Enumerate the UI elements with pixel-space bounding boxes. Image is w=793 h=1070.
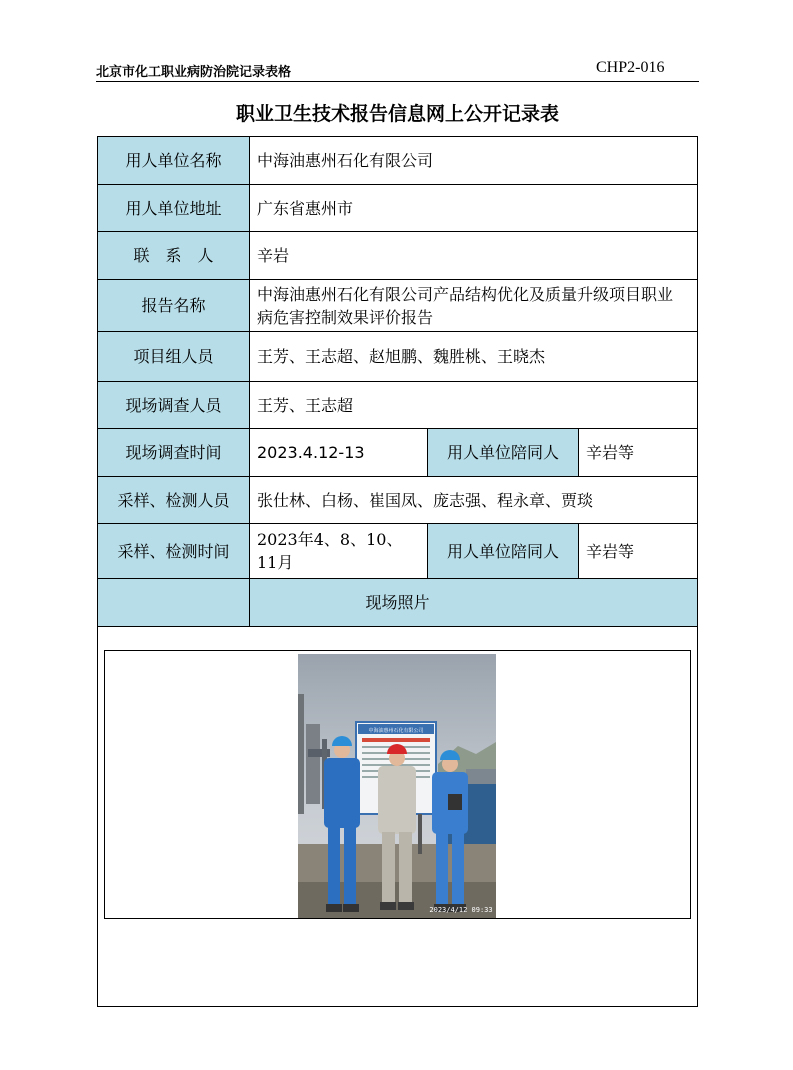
sampling-time-label: 采样、检测时间 (98, 524, 249, 578)
unit-name-label: 用人单位名称 (98, 137, 249, 184)
record-table (97, 136, 698, 1007)
unit-address-label: 用人单位地址 (98, 185, 249, 231)
column-divider (578, 429, 579, 476)
column-divider (427, 429, 428, 476)
survey-staff-value: 王芳、王志超 (257, 395, 354, 415)
survey-time-label: 现场调查时间 (98, 429, 249, 476)
report-name-label: 报告名称 (98, 280, 249, 331)
unit-name-value: 中海油惠州石化有限公司 (257, 151, 434, 170)
survey-companion-value: 辛岩等 (586, 443, 635, 462)
survey-companion-label: 用人单位陪同人 (428, 429, 578, 476)
project-members-label: 项目组人员 (98, 332, 249, 381)
photo-timestamp: 2023/4/12 09:33 (429, 906, 493, 914)
contact-label: 联 系 人 (98, 232, 249, 279)
column-divider (578, 524, 579, 578)
sampling-companion-value: 辛岩等 (586, 541, 635, 561)
sampling-staff-label: 采样、检测人员 (98, 477, 249, 523)
photo-section-label: 现场照片 (98, 579, 697, 626)
project-members-value: 王芳、王志超、赵旭鹏、魏胜桃、王晓杰 (257, 347, 546, 366)
organization-name: 北京市化工职业病防治院记录表格 (96, 65, 292, 80)
sign-title: 中海油惠州石化有限公司 (368, 728, 424, 734)
form-code: CHP2-016 (596, 59, 665, 76)
sampling-staff-value: 张仕林、白杨、崔国凤、庞志强、程永章、贾琰 (257, 490, 594, 510)
row-divider (98, 626, 697, 627)
sampling-companion-label: 用人单位陪同人 (428, 524, 578, 578)
sampling-time-value: 2023年4、8、10、11月 (257, 530, 403, 572)
survey-time-value: 2023.4.12-13 (257, 443, 365, 462)
contact-value: 辛岩 (257, 246, 290, 265)
column-divider (249, 137, 250, 626)
header-divider (96, 81, 699, 82)
column-divider (427, 524, 428, 578)
site-photo (298, 654, 496, 918)
photo-frame (104, 650, 691, 919)
report-name-value: 中海油惠州石化有限公司产品结构优化及质量升级项目职业病危害控制效果评价报告 (257, 284, 674, 327)
page-title: 职业卫生技术报告信息网上公开记录表 (235, 103, 559, 125)
survey-staff-label: 现场调查人员 (98, 382, 249, 428)
unit-address-value: 广东省惠州市 (257, 198, 354, 218)
